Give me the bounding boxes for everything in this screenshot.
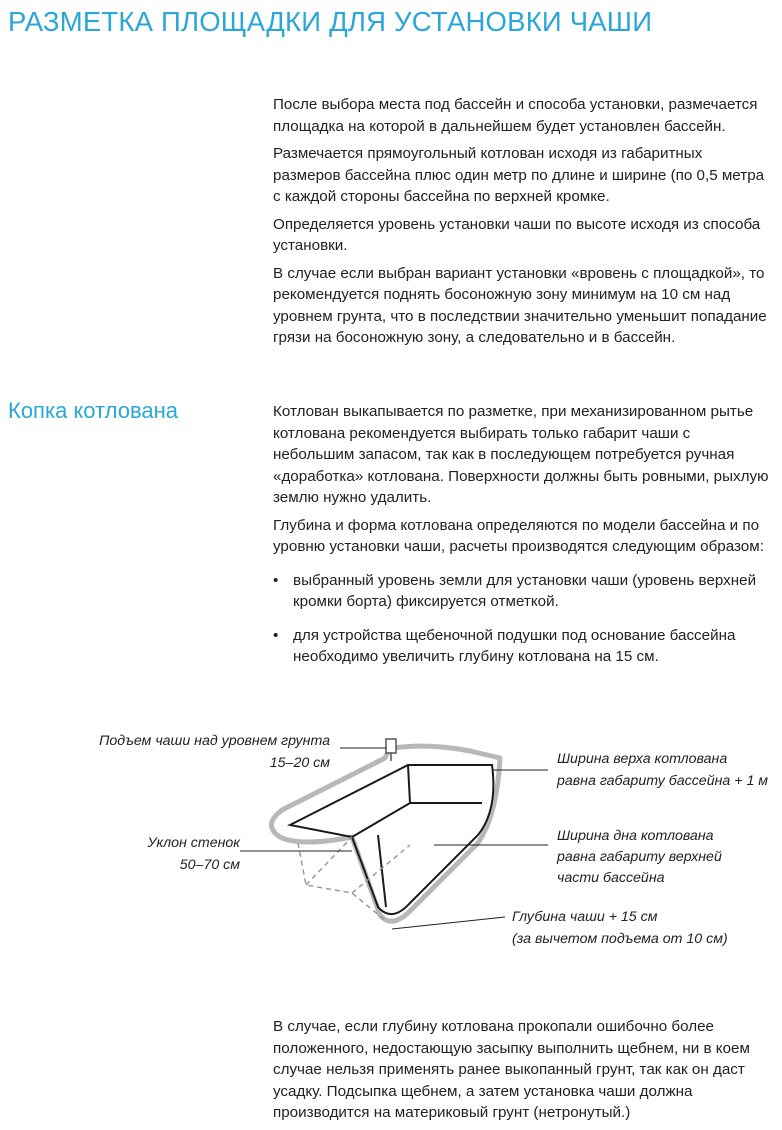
bullet-text: для устройства щебеночной подушки под основание бассейна необходимо увеличить глубину котлована на 15 см.	[293, 626, 736, 665]
closing-text	[273, 1016, 773, 1130]
closing-paragraph: В случае, если глубину котлована прокопали ошибочно более положенного, недостающую засыпку выполнить щебнем, ни в коем случае нельзя применять ранее выкопанный грунт, так как он даст усадку. Подсыпка щебнем, а затем установка чаши должна производится на материковый грунт (нетронутый.)	[273, 1018, 750, 1121]
depth-label: (за вычетом подъема от 10 см)	[512, 931, 728, 947]
top-width-label: Ширина верха котлована	[557, 751, 728, 767]
pit-diagram	[0, 725, 782, 960]
section-paragraph: Котлован выкапывается по разметке, при механизированном рытье котлована рекомендуется выбирать только габарит чаши с небольшим запасом, так как в последующем потребуется ручная «доработка» котлована. Поверхности должны быть ровными, рыхлую землю нужно удалить.	[273, 403, 769, 506]
intro-paragraph: В случае если выбран вариант установки «вровень с площадкой», то рекомендуется поднять босоножную зону минимум на 10 см над уровнем грунта, что в последствии значительно уменьшит попадание грязи на босоножную зону, а следовательно и в бассейн.	[273, 264, 767, 346]
level-marker	[386, 739, 396, 753]
bottom-width-label: части бассейна	[557, 870, 665, 886]
lift-label: Подъем чаши над уровнем грунта	[99, 733, 330, 749]
pit-back-wall	[408, 765, 482, 803]
section-title: Копка котлована	[8, 398, 179, 423]
bullet-dot: •	[273, 626, 279, 644]
bullet-list	[273, 570, 773, 668]
depth-label: Глубина чаши + 15 см	[512, 909, 658, 925]
pit-inner-wall	[352, 803, 410, 837]
ground-rim	[271, 746, 500, 921]
slope-dashed-line	[352, 845, 410, 893]
section-text	[273, 401, 773, 680]
bullet-item	[273, 625, 773, 668]
bullet-text: выбранный уровень земли для установки чаши (уровень верхней кромки борта) фиксируется отметкой.	[293, 571, 757, 610]
leader-line	[392, 917, 505, 929]
pit-front-inner	[378, 835, 386, 907]
slope-dashed-line	[298, 843, 386, 921]
bullet-item	[273, 570, 773, 613]
slope-label: Уклон стенок	[147, 835, 240, 851]
bullet-dot: •	[273, 571, 279, 589]
bottom-width-label: Ширина дна котлована	[557, 828, 714, 844]
slope-label: 50–70 см	[179, 857, 240, 873]
intro-text	[273, 94, 773, 355]
top-width-label: равна габариту бассейна + 1 м	[557, 773, 769, 789]
intro-paragraph: После выбора места под бассейн и способа установки, размечается площадка на которой в дальнейшем будет установлен бассейн.	[273, 96, 758, 135]
page-title: РАЗМЕТКА ПЛОЩАДКИ ДЛЯ УСТАНОВКИ ЧАШИ	[8, 6, 653, 37]
section-paragraph: Глубина и форма котлована определяются по модели бассейна и по уровню установки чаши, расчеты производятся следующим образом:	[273, 516, 764, 555]
intro-paragraph: Размечается прямоугольный котлован исходя из габаритных размеров бассейна плюс один метр по длине и ширине (по 0,5 метра с каждой стороны бассейна по верхней кромке.	[273, 145, 765, 205]
lift-label: 15–20 см	[269, 755, 330, 771]
bottom-width-label: равна габариту верхней	[557, 849, 722, 865]
intro-paragraph: Определяется уровень установки чаши по высоте исходя из способа установки.	[273, 215, 761, 254]
